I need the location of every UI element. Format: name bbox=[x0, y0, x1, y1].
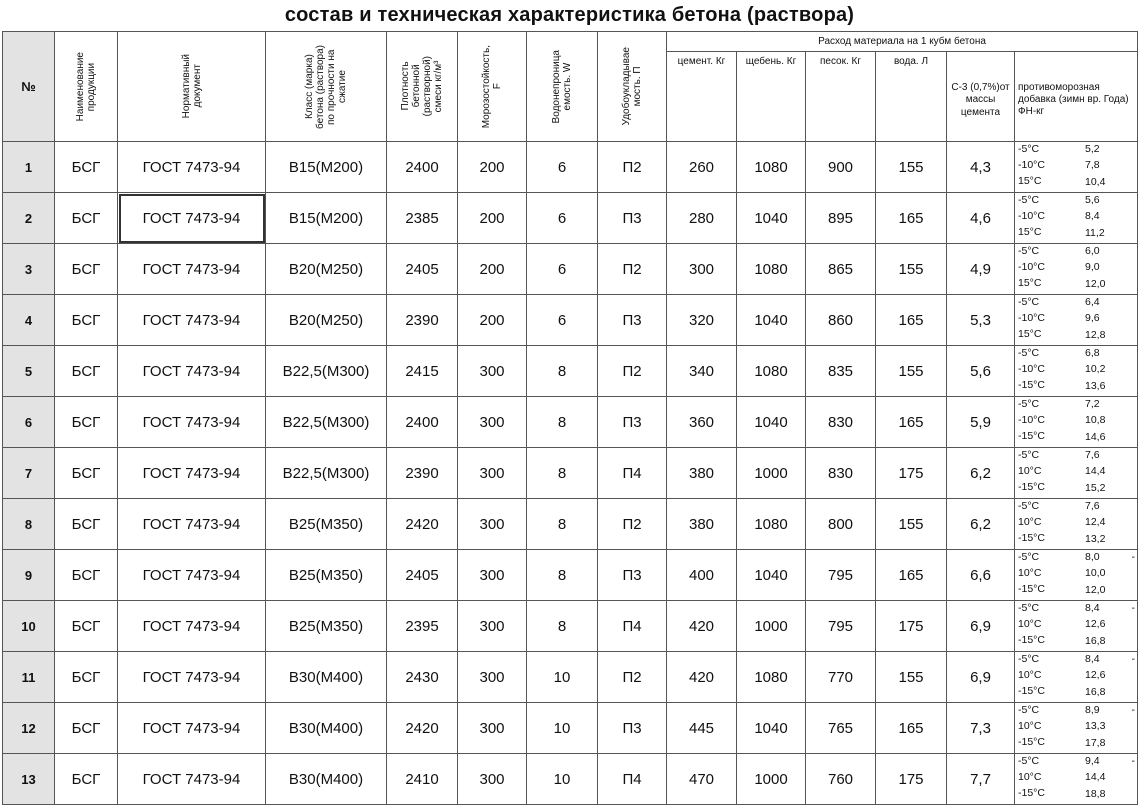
cell-class[interactable]: В30(М400) bbox=[266, 754, 387, 805]
dose-value: 6,8 bbox=[1085, 347, 1100, 359]
cell-doc[interactable]: ГОСТ 7473-94 bbox=[118, 499, 266, 550]
cell-sand[interactable]: 795 bbox=[806, 601, 876, 652]
cell-waterl[interactable]: 175 bbox=[876, 448, 947, 499]
cell-num[interactable]: 1 bbox=[3, 142, 55, 193]
header-num: № bbox=[3, 32, 55, 142]
cell-water[interactable]: 6 bbox=[527, 295, 598, 346]
cell-sand[interactable]: 830 bbox=[806, 448, 876, 499]
dose-value: 7,2 bbox=[1085, 398, 1100, 410]
cell-cement[interactable]: 320 bbox=[667, 295, 737, 346]
dose-value: 7,6 bbox=[1085, 449, 1100, 461]
cell-water[interactable]: 6 bbox=[527, 244, 598, 295]
cell-doc[interactable]: ГОСТ 7473-94 bbox=[118, 754, 266, 805]
cell-num[interactable]: 12 bbox=[3, 703, 55, 754]
table-row[interactable] bbox=[3, 244, 1138, 295]
cell-antifreeze[interactable] bbox=[1015, 550, 1138, 601]
cell-water[interactable]: 8 bbox=[527, 448, 598, 499]
temp-label: -15°С bbox=[1018, 583, 1045, 595]
temp-label: -15°С bbox=[1018, 481, 1045, 493]
cell-doc[interactable]: ГОСТ 7473-94 bbox=[118, 601, 266, 652]
cell-waterl[interactable]: 165 bbox=[876, 550, 947, 601]
cell-gravel[interactable]: 1080 bbox=[737, 499, 806, 550]
cell-class[interactable]: В20(М250) bbox=[266, 295, 387, 346]
temp-label: -10°С bbox=[1018, 414, 1045, 426]
cell-frost[interactable]: 300 bbox=[458, 397, 527, 448]
cell-density[interactable]: 2400 bbox=[387, 397, 458, 448]
dose-value: 14,4 bbox=[1085, 465, 1106, 477]
dash-mark: - bbox=[1131, 704, 1136, 716]
cell-gravel[interactable]: 1040 bbox=[737, 550, 806, 601]
cell-cement[interactable]: 400 bbox=[667, 550, 737, 601]
cell-cement[interactable]: 420 bbox=[667, 652, 737, 703]
cell-antifreeze[interactable] bbox=[1015, 142, 1138, 193]
cell-sand[interactable]: 765 bbox=[806, 703, 876, 754]
cell-class[interactable]: В25(М350) bbox=[266, 601, 387, 652]
temp-label: -15°С bbox=[1018, 787, 1045, 799]
cell-product[interactable]: БСГ bbox=[55, 703, 118, 754]
temp-label: -5°С bbox=[1018, 245, 1040, 257]
temp-label: -5°С bbox=[1018, 296, 1040, 308]
cell-gravel[interactable]: 1080 bbox=[737, 142, 806, 193]
cell-num[interactable]: 6 bbox=[3, 397, 55, 448]
table-row[interactable] bbox=[3, 703, 1138, 754]
dash-mark: - bbox=[1131, 551, 1136, 563]
concrete-table bbox=[2, 31, 1138, 805]
cell-doc[interactable]: ГОСТ 7473-94 bbox=[118, 652, 266, 703]
temp-label: -10°С bbox=[1018, 363, 1045, 375]
table-row[interactable] bbox=[3, 499, 1138, 550]
cell-density[interactable]: 2385 bbox=[387, 193, 458, 244]
table-row[interactable] bbox=[3, 754, 1138, 805]
cell-density[interactable]: 2430 bbox=[387, 652, 458, 703]
dose-value: 8,4 bbox=[1085, 602, 1100, 614]
cell-product[interactable]: БСГ bbox=[55, 550, 118, 601]
temp-label: -15°С bbox=[1018, 736, 1045, 748]
cell-cement[interactable]: 470 bbox=[667, 754, 737, 805]
dose-value: 8,0 bbox=[1085, 551, 1100, 563]
cell-cement[interactable]: 340 bbox=[667, 346, 737, 397]
header-work: Удобоукладывае мость. П bbox=[598, 32, 667, 142]
cell-waterl[interactable]: 165 bbox=[876, 295, 947, 346]
cell-sand[interactable]: 800 bbox=[806, 499, 876, 550]
cell-workability[interactable]: П2 bbox=[598, 346, 667, 397]
dose-value: 15,2 bbox=[1085, 482, 1106, 494]
cell-sand[interactable]: 795 bbox=[806, 550, 876, 601]
cell-gravel[interactable]: 1000 bbox=[737, 601, 806, 652]
cell-frost[interactable]: 300 bbox=[458, 550, 527, 601]
cell-class[interactable]: В25(М350) bbox=[266, 550, 387, 601]
cell-cement[interactable]: 380 bbox=[667, 499, 737, 550]
header-c3: С-3 (0,7%)от массы цемента bbox=[947, 52, 1015, 142]
dose-value: 10,4 bbox=[1085, 176, 1106, 188]
dose-value: 10,0 bbox=[1085, 567, 1106, 579]
cell-water[interactable]: 8 bbox=[527, 499, 598, 550]
temp-label: -5°С bbox=[1018, 653, 1040, 665]
dose-value: 16,8 bbox=[1085, 635, 1106, 647]
cell-doc[interactable]: ГОСТ 7473-94 bbox=[118, 397, 266, 448]
header-waterl: вода. Л bbox=[876, 52, 947, 142]
cell-gravel[interactable]: 1040 bbox=[737, 397, 806, 448]
cell-num[interactable]: 4 bbox=[3, 295, 55, 346]
cell-c3[interactable]: 4,3 bbox=[947, 142, 1015, 193]
header-antifreeze: противоморозная добавка (зимн вр. Года) ФН-кг bbox=[1015, 52, 1138, 142]
cell-antifreeze[interactable] bbox=[1015, 601, 1138, 652]
cell-gravel[interactable]: 1080 bbox=[737, 244, 806, 295]
temp-label: -5°С bbox=[1018, 704, 1040, 716]
cell-frost[interactable]: 300 bbox=[458, 601, 527, 652]
temp-label: 10°С bbox=[1018, 567, 1042, 579]
cell-frost[interactable]: 200 bbox=[458, 244, 527, 295]
temp-label: 10°С bbox=[1018, 669, 1042, 681]
header-doc: Нормативный документ bbox=[118, 32, 266, 142]
cell-water[interactable]: 8 bbox=[527, 346, 598, 397]
cell-product[interactable]: БСГ bbox=[55, 142, 118, 193]
temp-label: -15°С bbox=[1018, 379, 1045, 391]
cell-num[interactable]: 9 bbox=[3, 550, 55, 601]
cell-product[interactable]: БСГ bbox=[55, 244, 118, 295]
cell-product[interactable]: БСГ bbox=[55, 346, 118, 397]
cell-c3[interactable]: 5,3 bbox=[947, 295, 1015, 346]
cell-waterl[interactable]: 165 bbox=[876, 193, 947, 244]
dose-value: 11,2 bbox=[1085, 227, 1105, 239]
cell-workability[interactable]: П3 bbox=[598, 703, 667, 754]
temp-label: 10°С bbox=[1018, 618, 1042, 630]
cell-antifreeze[interactable] bbox=[1015, 244, 1138, 295]
header-consumption: Расход материала на 1 кубм бетона bbox=[667, 32, 1138, 52]
cell-doc[interactable]: ГОСТ 7473-94 bbox=[118, 346, 266, 397]
cell-workability[interactable]: П3 bbox=[598, 550, 667, 601]
cell-product[interactable]: БСГ bbox=[55, 499, 118, 550]
cell-sand[interactable]: 895 bbox=[806, 193, 876, 244]
dose-value: 9,6 bbox=[1085, 312, 1100, 324]
table-row[interactable] bbox=[3, 550, 1138, 601]
cell-c3[interactable]: 6,2 bbox=[947, 448, 1015, 499]
cell-gravel[interactable]: 1080 bbox=[737, 652, 806, 703]
cell-waterl[interactable]: 155 bbox=[876, 346, 947, 397]
cell-c3[interactable]: 6,6 bbox=[947, 550, 1015, 601]
header-product: Наименование продукции bbox=[55, 32, 118, 142]
cell-class[interactable]: В22,5(М300) bbox=[266, 397, 387, 448]
cell-cement[interactable]: 360 bbox=[667, 397, 737, 448]
cell-antifreeze[interactable] bbox=[1015, 397, 1138, 448]
cell-class[interactable]: В22,5(М300) bbox=[266, 448, 387, 499]
cell-density[interactable]: 2400 bbox=[387, 142, 458, 193]
temp-label: -5°С bbox=[1018, 755, 1040, 767]
cell-cement[interactable]: 380 bbox=[667, 448, 737, 499]
header-gravel: щебень. Кг bbox=[737, 52, 806, 142]
cell-workability[interactable]: П4 bbox=[598, 448, 667, 499]
cell-waterl[interactable]: 155 bbox=[876, 652, 947, 703]
cell-c3[interactable]: 4,6 bbox=[947, 193, 1015, 244]
cell-waterl[interactable]: 165 bbox=[876, 397, 947, 448]
dose-value: 17,8 bbox=[1085, 737, 1106, 749]
table-row[interactable] bbox=[3, 601, 1138, 652]
temp-label: 10°С bbox=[1018, 771, 1042, 783]
cell-class[interactable]: В25(М350) bbox=[266, 499, 387, 550]
dash-mark: - bbox=[1131, 755, 1136, 767]
dose-value: 10,2 bbox=[1085, 363, 1106, 375]
cell-density[interactable]: 2415 bbox=[387, 346, 458, 397]
cell-water[interactable]: 10 bbox=[527, 703, 598, 754]
cell-antifreeze[interactable] bbox=[1015, 754, 1138, 805]
dose-value: 18,8 bbox=[1085, 788, 1106, 800]
temp-label: -5°С bbox=[1018, 194, 1040, 206]
cell-num[interactable]: 10 bbox=[3, 601, 55, 652]
cell-class[interactable]: В15(М200) bbox=[266, 193, 387, 244]
cell-waterl[interactable]: 165 bbox=[876, 703, 947, 754]
table-row[interactable] bbox=[3, 193, 1138, 244]
cell-sand[interactable]: 770 bbox=[806, 652, 876, 703]
temp-label: -5°С bbox=[1018, 449, 1040, 461]
cell-num[interactable]: 3 bbox=[3, 244, 55, 295]
cell-frost[interactable]: 200 bbox=[458, 142, 527, 193]
temp-label: -5°С bbox=[1018, 602, 1040, 614]
cell-class[interactable]: В22,5(М300) bbox=[266, 346, 387, 397]
cell-water[interactable]: 6 bbox=[527, 193, 598, 244]
dose-value: 16,8 bbox=[1085, 686, 1106, 698]
dose-value: 5,2 bbox=[1085, 143, 1100, 155]
cell-doc[interactable]: ГОСТ 7473-94 bbox=[118, 244, 266, 295]
cell-water[interactable]: 8 bbox=[527, 601, 598, 652]
cell-density[interactable]: 2420 bbox=[387, 499, 458, 550]
temp-label: -10°С bbox=[1018, 261, 1045, 273]
cell-sand[interactable]: 860 bbox=[806, 295, 876, 346]
cell-cement[interactable]: 280 bbox=[667, 193, 737, 244]
cell-doc[interactable]: ГОСТ 7473-94 bbox=[118, 550, 266, 601]
cell-sand[interactable]: 760 bbox=[806, 754, 876, 805]
dose-value: 13,2 bbox=[1085, 533, 1106, 545]
dash-mark: - bbox=[1131, 653, 1136, 665]
temp-label: 10°С bbox=[1018, 516, 1042, 528]
cell-gravel[interactable]: 1000 bbox=[737, 448, 806, 499]
cell-doc[interactable]: ГОСТ 7473-94 bbox=[118, 703, 266, 754]
cell-density[interactable]: 2420 bbox=[387, 703, 458, 754]
temp-label: 15°С bbox=[1018, 277, 1042, 289]
cell-water[interactable]: 8 bbox=[527, 550, 598, 601]
cell-gravel[interactable]: 1000 bbox=[737, 754, 806, 805]
header-class: Класс (марка) бетона (раствора) по прочности на сжатие bbox=[266, 32, 387, 142]
cell-waterl[interactable]: 155 bbox=[876, 244, 947, 295]
cell-class[interactable]: В30(М400) bbox=[266, 703, 387, 754]
table-row[interactable] bbox=[3, 295, 1138, 346]
cell-density[interactable]: 2390 bbox=[387, 295, 458, 346]
cell-workability[interactable]: П4 bbox=[598, 754, 667, 805]
dose-value: 8,4 bbox=[1085, 653, 1100, 665]
dose-value: 12,4 bbox=[1085, 516, 1106, 528]
page-title: состав и техническая характеристика бетона (раствора) bbox=[284, 4, 855, 26]
dose-value: 14,4 bbox=[1085, 771, 1106, 783]
cell-water[interactable]: 10 bbox=[527, 652, 598, 703]
temp-label: -5°С bbox=[1018, 398, 1040, 410]
cell-product[interactable]: БСГ bbox=[55, 652, 118, 703]
cell-waterl[interactable]: 175 bbox=[876, 601, 947, 652]
dose-value: 12,6 bbox=[1085, 669, 1106, 681]
dose-value: 7,8 bbox=[1085, 159, 1100, 171]
cell-workability[interactable]: П2 bbox=[598, 499, 667, 550]
cell-water[interactable]: 6 bbox=[527, 142, 598, 193]
cell-frost[interactable]: 200 bbox=[458, 193, 527, 244]
cell-cement[interactable]: 300 bbox=[667, 244, 737, 295]
cell-antifreeze[interactable] bbox=[1015, 295, 1138, 346]
table-row[interactable] bbox=[3, 652, 1138, 703]
cell-antifreeze[interactable] bbox=[1015, 703, 1138, 754]
cell-frost[interactable]: 300 bbox=[458, 754, 527, 805]
cell-c3[interactable]: 6,9 bbox=[947, 652, 1015, 703]
cell-product[interactable]: БСГ bbox=[55, 397, 118, 448]
cell-sand[interactable]: 900 bbox=[806, 142, 876, 193]
cell-workability[interactable]: П2 bbox=[598, 652, 667, 703]
cell-product[interactable]: БСГ bbox=[55, 193, 118, 244]
temp-label: -10°С bbox=[1018, 312, 1045, 324]
cell-c3[interactable]: 6,9 bbox=[947, 601, 1015, 652]
dose-value: 6,0 bbox=[1085, 245, 1100, 257]
temp-label: -5°С bbox=[1018, 143, 1040, 155]
cell-class[interactable]: В20(М250) bbox=[266, 244, 387, 295]
dose-value: 14,6 bbox=[1085, 431, 1106, 443]
temp-label: -15°С bbox=[1018, 685, 1045, 697]
cell-product[interactable]: БСГ bbox=[55, 448, 118, 499]
cell-density[interactable]: 2390 bbox=[387, 448, 458, 499]
dose-value: 13,3 bbox=[1085, 720, 1106, 732]
cell-frost[interactable]: 300 bbox=[458, 652, 527, 703]
dose-value: 12,0 bbox=[1085, 584, 1106, 596]
header-sand: песок. Кг bbox=[806, 52, 876, 142]
temp-label: -15°С bbox=[1018, 532, 1045, 544]
cell-sand[interactable]: 835 bbox=[806, 346, 876, 397]
cell-class[interactable]: В30(М400) bbox=[266, 652, 387, 703]
cell-product[interactable]: БСГ bbox=[55, 295, 118, 346]
dose-value: 5,6 bbox=[1085, 194, 1100, 206]
cell-frost[interactable]: 300 bbox=[458, 448, 527, 499]
temp-label: 15°С bbox=[1018, 226, 1042, 238]
cell-num[interactable]: 8 bbox=[3, 499, 55, 550]
cell-water[interactable]: 10 bbox=[527, 754, 598, 805]
cell-c3[interactable]: 6,2 bbox=[947, 499, 1015, 550]
dose-value: 12,6 bbox=[1085, 618, 1106, 630]
cell-gravel[interactable]: 1040 bbox=[737, 703, 806, 754]
cell-c3[interactable]: 7,3 bbox=[947, 703, 1015, 754]
table-row[interactable] bbox=[3, 448, 1138, 499]
cell-workability[interactable]: П2 bbox=[598, 142, 667, 193]
table-row[interactable] bbox=[3, 346, 1138, 397]
cell-num[interactable]: 5 bbox=[3, 346, 55, 397]
cell-doc[interactable]: ГОСТ 7473-94 bbox=[118, 142, 266, 193]
cell-density[interactable]: 2395 bbox=[387, 601, 458, 652]
table-body bbox=[3, 142, 1138, 805]
dose-value: 7,6 bbox=[1085, 500, 1100, 512]
cell-frost[interactable]: 300 bbox=[458, 499, 527, 550]
table-row[interactable] bbox=[3, 397, 1138, 448]
dose-value: 8,4 bbox=[1085, 210, 1100, 222]
temp-label: -5°С bbox=[1018, 347, 1040, 359]
dose-value: 9,0 bbox=[1085, 261, 1100, 273]
cell-cement[interactable]: 260 bbox=[667, 142, 737, 193]
cell-doc[interactable]: ГОСТ 7473-94 bbox=[118, 448, 266, 499]
cell-workability[interactable]: П3 bbox=[598, 295, 667, 346]
cell-workability[interactable]: П4 bbox=[598, 601, 667, 652]
temp-label: -15°С bbox=[1018, 430, 1045, 442]
cell-gravel[interactable]: 1040 bbox=[737, 193, 806, 244]
dose-value: 13,6 bbox=[1085, 380, 1106, 392]
cell-sand[interactable]: 830 bbox=[806, 397, 876, 448]
dose-value: 9,4 bbox=[1085, 755, 1100, 767]
temp-label: -5°С bbox=[1018, 551, 1040, 563]
cell-waterl[interactable]: 155 bbox=[876, 142, 947, 193]
header-density: Плотность бетонной (растворной) смеси кг/м³ bbox=[387, 32, 458, 142]
cell-sand[interactable]: 865 bbox=[806, 244, 876, 295]
cell-gravel[interactable]: 1040 bbox=[737, 295, 806, 346]
cell-doc[interactable]: ГОСТ 7473-94 bbox=[118, 193, 266, 244]
cell-workability[interactable]: П3 bbox=[598, 397, 667, 448]
cell-class[interactable]: В15(М200) bbox=[266, 142, 387, 193]
cell-frost[interactable]: 300 bbox=[458, 346, 527, 397]
temp-label: -10°С bbox=[1018, 159, 1045, 171]
header-cement: цемент. Кг bbox=[667, 52, 737, 142]
cell-frost[interactable]: 300 bbox=[458, 703, 527, 754]
cell-waterl[interactable]: 155 bbox=[876, 499, 947, 550]
cell-c3[interactable]: 5,9 bbox=[947, 397, 1015, 448]
table-row[interactable] bbox=[3, 142, 1138, 193]
cell-c3[interactable]: 7,7 bbox=[947, 754, 1015, 805]
dose-value: 6,4 bbox=[1085, 296, 1100, 308]
cell-num[interactable]: 7 bbox=[3, 448, 55, 499]
cell-cement[interactable]: 445 bbox=[667, 703, 737, 754]
cell-density[interactable]: 2405 bbox=[387, 244, 458, 295]
cell-frost[interactable]: 200 bbox=[458, 295, 527, 346]
cell-density[interactable]: 2405 bbox=[387, 550, 458, 601]
cell-antifreeze[interactable] bbox=[1015, 499, 1138, 550]
temp-label: 15°С bbox=[1018, 175, 1042, 187]
cell-num[interactable]: 11 bbox=[3, 652, 55, 703]
cell-num[interactable]: 13 bbox=[3, 754, 55, 805]
cell-product[interactable]: БСГ bbox=[55, 601, 118, 652]
temp-label: 15°С bbox=[1018, 328, 1042, 340]
dose-value: 8,9 bbox=[1085, 704, 1100, 716]
cell-waterl[interactable]: 175 bbox=[876, 754, 947, 805]
dose-value: 12,0 bbox=[1085, 278, 1106, 290]
header-frost: Морозостойкость, F bbox=[458, 32, 527, 142]
cell-c3[interactable]: 5,6 bbox=[947, 346, 1015, 397]
header-water: Водонепроница емость. W bbox=[527, 32, 598, 142]
cell-cement[interactable]: 420 bbox=[667, 601, 737, 652]
cell-water[interactable]: 8 bbox=[527, 397, 598, 448]
cell-antifreeze[interactable] bbox=[1015, 652, 1138, 703]
temp-label: -15°С bbox=[1018, 634, 1045, 646]
temp-label: 10°С bbox=[1018, 465, 1042, 477]
cell-density[interactable]: 2410 bbox=[387, 754, 458, 805]
temp-label: -10°С bbox=[1018, 210, 1045, 222]
temp-label: -5°С bbox=[1018, 500, 1040, 512]
cell-gravel[interactable]: 1080 bbox=[737, 346, 806, 397]
cell-c3[interactable]: 4,9 bbox=[947, 244, 1015, 295]
cell-antifreeze[interactable] bbox=[1015, 448, 1138, 499]
dose-value: 10,8 bbox=[1085, 414, 1106, 426]
dash-mark: - bbox=[1131, 602, 1136, 614]
dose-value: 12,8 bbox=[1085, 329, 1106, 341]
cell-antifreeze[interactable] bbox=[1015, 193, 1138, 244]
cell-antifreeze[interactable] bbox=[1015, 346, 1138, 397]
cell-workability[interactable]: П3 bbox=[598, 193, 667, 244]
cell-doc[interactable]: ГОСТ 7473-94 bbox=[118, 295, 266, 346]
cell-workability[interactable]: П2 bbox=[598, 244, 667, 295]
cell-num[interactable]: 2 bbox=[3, 193, 55, 244]
cell-product[interactable]: БСГ bbox=[55, 754, 118, 805]
temp-label: 10°С bbox=[1018, 720, 1042, 732]
